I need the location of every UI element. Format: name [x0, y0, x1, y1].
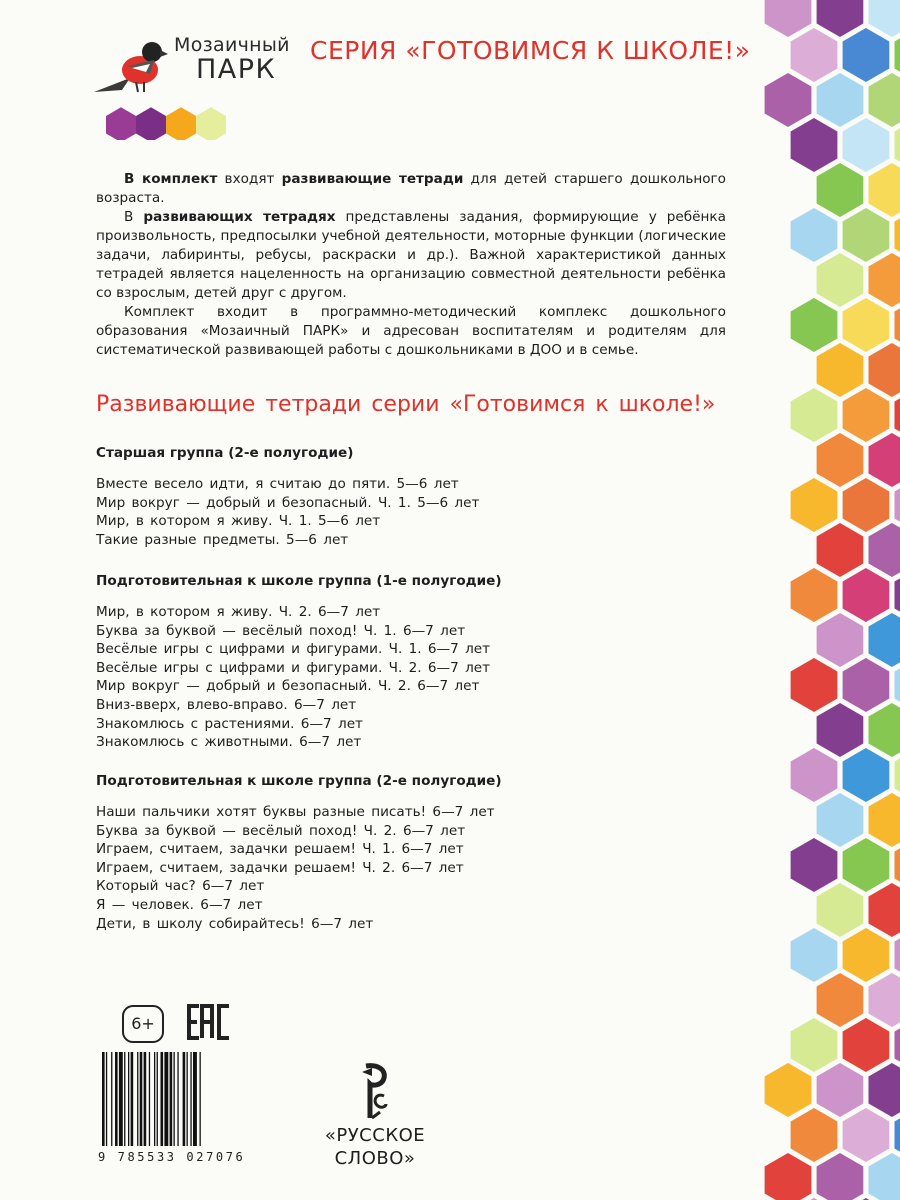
decorative-hexagon [895, 1108, 900, 1162]
decorative-hexagon [817, 343, 864, 397]
decorative-hexagon [895, 118, 900, 172]
workbook-title: Мир вокруг — добрый и безопасный. Ч. 2. 6—7 лет [96, 678, 480, 695]
barcode-bar [190, 1052, 191, 1146]
decorative-hexagon [869, 343, 900, 397]
barcode-bar [183, 1052, 186, 1146]
group-preparatory-2 [96, 772, 736, 933]
intro-paragraph-3 [96, 303, 726, 360]
decorative-hexagon [843, 118, 890, 172]
workbook-title: Наши пальчики хотят буквы разные писать! 6—7 лет [96, 804, 495, 820]
decorative-hexagon [817, 433, 864, 487]
decorative-hexagon [817, 73, 864, 127]
decorative-hexagon [843, 748, 890, 802]
bold-text: развивающих тетрадях [143, 209, 336, 225]
decorative-hexagon [895, 658, 900, 712]
decorative-hexagon [869, 433, 900, 487]
workbook-title: Знакомлюсь с растениями. 6—7 лет [96, 715, 363, 732]
decorative-hexagon [791, 838, 838, 892]
decorative-hexagon [869, 793, 900, 847]
barcode-bar [154, 1052, 155, 1146]
barcode-bar [164, 1052, 168, 1146]
group-senior [96, 444, 736, 549]
workbook-title: Мир вокруг — добрый и безопасный. Ч. 1. 5—6 лет [96, 494, 480, 511]
decorative-hexagon [895, 928, 900, 982]
workbook-title: Весёлые игры с цифрами и фигурами. Ч. 2. 6—7 лет [96, 659, 491, 676]
text-run: В [124, 209, 144, 225]
barcode-bar [115, 1052, 118, 1146]
barcode-bar [106, 1052, 107, 1146]
decorative-hexagon [869, 253, 900, 307]
mozaichny-park-logo [92, 30, 292, 140]
decorative-hexagon [817, 1153, 864, 1200]
decorative-hexagon [843, 28, 890, 82]
decorative-hexagon [791, 388, 838, 442]
barcode-bar [124, 1052, 125, 1146]
workbook-title: Вместе весело идти, я считаю до пяти. 5—6 лет [96, 476, 459, 492]
barcode-icon [98, 1052, 258, 1148]
intro-paragraph-2 [96, 208, 726, 303]
barcode-bar [144, 1052, 147, 1146]
bold-text: В комплект [124, 171, 218, 187]
publisher-name-line2: СЛОВО» [334, 1148, 416, 1169]
decorative-hexagon [791, 748, 838, 802]
text-run: входят [217, 171, 282, 187]
hexagon-pattern-decoration [730, 0, 900, 1200]
workbook-title: Играем, считаем, задачки решаем! Ч. 2. 6—7 лет [96, 859, 464, 876]
workbook-title: Играем, считаем, задачки решаем! Ч. 1. 6—7 лет [96, 841, 464, 858]
decorative-hexagon [791, 298, 838, 352]
workbook-title: Буква за буквой — весёлый поход! Ч. 2. 6—7 лет [96, 822, 466, 839]
decorative-hexagon [895, 208, 900, 262]
decorative-hexagon [869, 163, 900, 217]
decorative-hexagon [791, 208, 838, 262]
decorative-hexagon [817, 523, 864, 577]
decorative-hexagon [843, 388, 890, 442]
intro-text [96, 170, 726, 360]
publisher-name [310, 1124, 440, 1170]
decorative-hexagon [765, 73, 812, 127]
bold-text: развивающие тетради [281, 171, 464, 187]
eac-mark-icon [186, 1002, 232, 1042]
intro-paragraph-1 [96, 170, 726, 208]
barcode-bar [111, 1052, 112, 1146]
decorative-hexagon [817, 973, 864, 1027]
decorative-hexagon [869, 1153, 900, 1200]
workbook-title: Вниз-вверх, влево-вправо. 6—7 лет [96, 696, 357, 713]
decorative-hexagon [817, 793, 864, 847]
decorative-hexagon [817, 613, 864, 667]
barcode-bar [102, 1052, 105, 1146]
decorative-hexagon [791, 478, 838, 532]
decorative-hexagon [843, 208, 890, 262]
workbook-list [96, 603, 736, 752]
barcode-bar [137, 1052, 138, 1146]
barcode-bar [187, 1052, 188, 1146]
logo-text-line2: ПАРК [196, 54, 277, 85]
barcode-bar [119, 1052, 123, 1146]
workbook-list [96, 475, 736, 549]
barcode-number: 9 785533 027076 [98, 1150, 246, 1164]
decorative-hexagon [765, 1153, 812, 1200]
decorative-hexagon [791, 928, 838, 982]
decorative-hexagon [791, 118, 838, 172]
decorative-hexagon [817, 0, 864, 37]
text-run: представлены задания, формирующие у ребёнка произвольность, предпосылки учебной деятельности, моторные функции (логические задачи, лабиринты, ребусы, раскраски и др.). Важной характеристикой данных тетрадей является нацеленность на организацию совместной деятельности ребёнка со взрослым, детей друг с другом. [96, 209, 726, 301]
decorative-hexagon [869, 613, 900, 667]
group-heading: Подготовительная к школе группа (1-е полугодие) [96, 573, 502, 589]
decorative-hexagon [895, 28, 900, 82]
workbook-title: Мир, в котором я живу. Ч. 1. 5—6 лет [96, 513, 381, 530]
barcode-bar [177, 1052, 178, 1146]
decorative-hexagon [869, 973, 900, 1027]
barcode-bar [157, 1052, 158, 1146]
decorative-hexagon [869, 0, 900, 37]
decorative-hexagon [869, 1063, 900, 1117]
decorative-hexagon [791, 28, 838, 82]
decorative-hexagon [843, 838, 890, 892]
decorative-hexagon [817, 1063, 864, 1117]
decorative-hexagon [895, 838, 900, 892]
decorative-hexagon [869, 523, 900, 577]
workbook-title: Дети, в школу собирайтесь! 6—7 лет [96, 915, 374, 932]
workbook-title: Буква за буквой — весёлый поход! Ч. 1. 6—7 лет [96, 622, 466, 639]
decorative-hexagon [843, 658, 890, 712]
decorative-hexagon [843, 298, 890, 352]
decorative-hexagon [869, 73, 900, 127]
workbook-title: Весёлые игры с цифрами и фигурами. Ч. 1. 6—7 лет [96, 641, 491, 658]
logo-text-line1: Мозаичный [174, 34, 290, 56]
group-preparatory-1 [96, 572, 736, 752]
barcode-bar [161, 1052, 164, 1146]
decorative-hexagon [869, 883, 900, 937]
text-run: Комплект входит в программно-методический комплекс дошкольного образования «Мозаичный ПАРК» и адресован воспитателям и родителям для систематической развивающей работы с дошкольниками в ДОО и в семье. [96, 304, 726, 358]
decorative-hexagon [817, 163, 864, 217]
age-rating-badge: 6+ [122, 1005, 164, 1043]
decorative-hexagon [869, 703, 900, 757]
russkoe-slovo-logo-icon [358, 1062, 394, 1122]
group-heading: Старшая группа (2-е полугодие) [96, 445, 354, 461]
decorative-hexagon [791, 658, 838, 712]
series-title: СЕРИЯ «ГОТОВИМСЯ К ШКОЛЕ!» [310, 36, 751, 65]
decorative-hexagon [843, 478, 890, 532]
decorative-hexagon [765, 0, 812, 37]
decorative-hexagon [817, 253, 864, 307]
decorative-hexagon [843, 568, 890, 622]
workbook-title: Такие разные предметы. 5—6 лет [96, 531, 349, 548]
barcode-bar [131, 1052, 134, 1146]
barcode-bar [149, 1052, 150, 1146]
decorative-hexagon [895, 748, 900, 802]
group-heading: Подготовительная к школе группа (2-е полугодие) [96, 773, 502, 789]
decorative-hexagon [817, 703, 864, 757]
barcode-bar [174, 1052, 175, 1146]
decorative-hexagon [817, 883, 864, 937]
decorative-hexagon [843, 928, 890, 982]
barcode-bar [140, 1052, 143, 1146]
decorative-hexagon [895, 388, 900, 442]
text-run: для детей старшего дошкольного возраста. [96, 171, 726, 206]
decorative-hexagon [843, 1018, 890, 1072]
barcode-bar [200, 1052, 201, 1146]
decorative-hexagon [791, 568, 838, 622]
decorative-hexagon [895, 298, 900, 352]
decorative-hexagon [895, 1018, 900, 1072]
workbook-title: Знакомлюсь с животными. 6—7 лет [96, 734, 362, 751]
decorative-hexagon [765, 1063, 812, 1117]
decorative-hexagon [895, 478, 900, 532]
decorative-hexagon [791, 1018, 838, 1072]
decorative-hexagon [791, 1108, 838, 1162]
workbook-title: Который час? 6—7 лет [96, 878, 265, 895]
barcode-bar [170, 1052, 173, 1146]
workbook-title: Я — человек. 6—7 лет [96, 896, 263, 913]
section-title: Развивающие тетради серии «Готовимся к школе!» [96, 392, 716, 417]
decorative-hexagon [895, 568, 900, 622]
workbook-list [96, 803, 736, 933]
publisher-name-line1: «РУССКОЕ [324, 1125, 426, 1146]
decorative-hexagon [843, 1108, 890, 1162]
barcode-bar [193, 1052, 197, 1146]
barcode-bar [128, 1052, 129, 1146]
workbook-title: Мир, в котором я живу. Ч. 2. 6—7 лет [96, 604, 381, 620]
